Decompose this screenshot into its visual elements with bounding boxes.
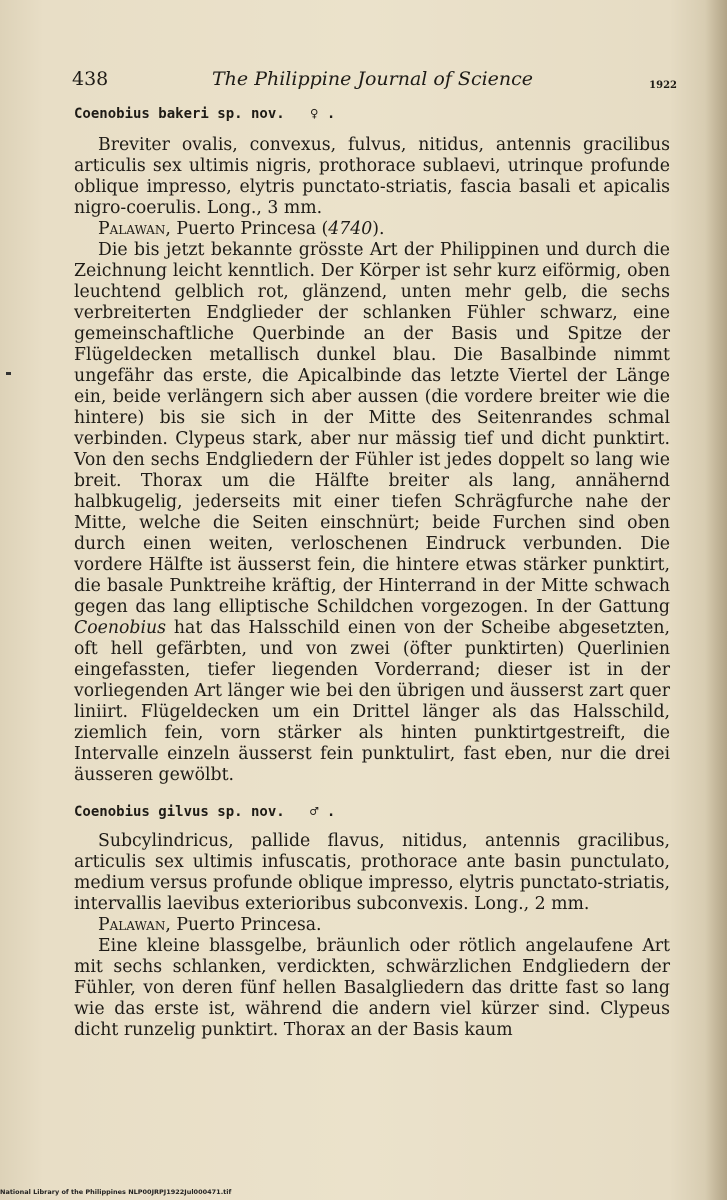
species-heading: Coenobius bakeri sp. nov. ♀ . [74,106,336,122]
locality-end: ). [372,219,385,239]
locality-island: Palawan [98,219,166,239]
locality [74,915,670,936]
species-heading: Coenobius gilvus sp. nov. ♂ . [74,804,336,820]
genus-name: Coenobius [74,618,166,638]
locality-number: 4740 [328,219,373,239]
sex-symbol: ♀ [310,106,319,122]
running-header [72,68,677,98]
locality [74,219,670,240]
latin-description: Subcylindricus, pallide flavus, nitidus, antennis gracilibus, articulis sex ultimis infuscatis, prothorace ante basin punctulato, medium versus profunde oblique impresso, elytris punctato-striatis, intervallis laevibus exterioribus subconvexis. Long., 2 mm. [74,831,670,914]
latin-description: Breviter ovalis, convexus, fulvus, nitidus, antennis gracilibus articulis sex ultimis nigris, prothorace sublaevi, utrinque profunde oblique impresso, elytris punctato-striatis, fascia basali et apicalis nigro-coerulis. Long., 3 mm. [74,135,670,218]
species-name: Coenobius gilvus sp. nov. [74,804,285,820]
header-year: 1922 [649,80,677,91]
page-binding-shadow [705,0,727,1200]
german-text-part2: hat das Halsschild einen von der Scheibe abgesetzten, oft hell gefärbten, und von zwei (öfter punktirten) Querlinien eingefassten, tiefer liegenden Vorderrand; dieser ist in der vorliegenden Art länger wie bei den übrigen und äusserst zart quer liniirt. Flügeldecken um ein Drittel länger als das Halsschild, ziemlich fein, vorn stärker als hinten punktirtgestreift, die Intervalle einzeln äusserst fein punktulirt, fast eben, nur die drei äusseren gewölbt. [74,618,670,785]
german-description: Eine kleine blassgelbe, bräunlich oder rötlich angelaufene Art mit sechs schlanken, verdickten, schwärzlichen Endgliedern der Fühler, von deren fünf hellen Basalgliedern das dritte fast so lang wie das erste ist, während die andern viel kürzer sind. Clypeus dicht runzelig punktirt. Thorax an der Basis kaum [74,936,670,1040]
locality-place: , Puerto Princesa. [165,915,322,935]
scan-footer: National Library of the Philippines NLP00JRPJ1922Jul000471.tif [0,1188,232,1196]
german-text-part1: Die bis jetzt bekannte grösste Art der Philippinen und durch die Zeichnung leicht kenntlich. Der Körper ist sehr kurz eiförmig, oben leuchtend gelblich rot, glänzend, unten mehr gelb, die sechs verbreiterten Endglieder der schlanken Fühler schwarz, eine gemeinschaftliche Querbinde an der Basis und Spitze der Flügeldecken metallisch dunkel blau. Die Basalbinde nimmt ungefähr das erste, die Apicalbinde das letzte Viertel der Länge ein, beide verlängern sich aber aussen (die vordere breiter wie die hintere) bis sie sich in der Mitte des Seitenrandes schmal verbinden. Clypeus stark, aber nur mässig tief und dicht punktirt. Von den sechs Endgliedern der Fühler ist jedes doppelt so lang wie breit. Thorax um die Hälfte breiter als lang, annähernd halbkugelig, jederseits mit einer tiefen Schrägfurche nahe der Mitte, welche die Seiten einschnürt; beide Furchen sind oben durch einen weiten, verloschenen Eindruck verbunden. Die vordere Hälfte ist äusserst fein, die hintere etwas stärker punktirt, die basale Punktreihe kräftig, der Hinterrand in der Mitte schwach gegen das lang elliptische Schildchen vorgezogen. In der Gattung [74,240,670,617]
sex-symbol: ♂ [310,804,319,820]
article-body [74,104,670,1041]
page-number: 438 [72,68,109,90]
locality-place: , Puerto Princesa ( [165,219,329,239]
margin-mark [6,372,11,375]
species-name: Coenobius bakeri sp. nov. [74,106,285,122]
locality-island: Palawan [98,915,166,935]
german-description [74,240,670,786]
journal-title: The Philippine Journal of Science [212,68,534,90]
